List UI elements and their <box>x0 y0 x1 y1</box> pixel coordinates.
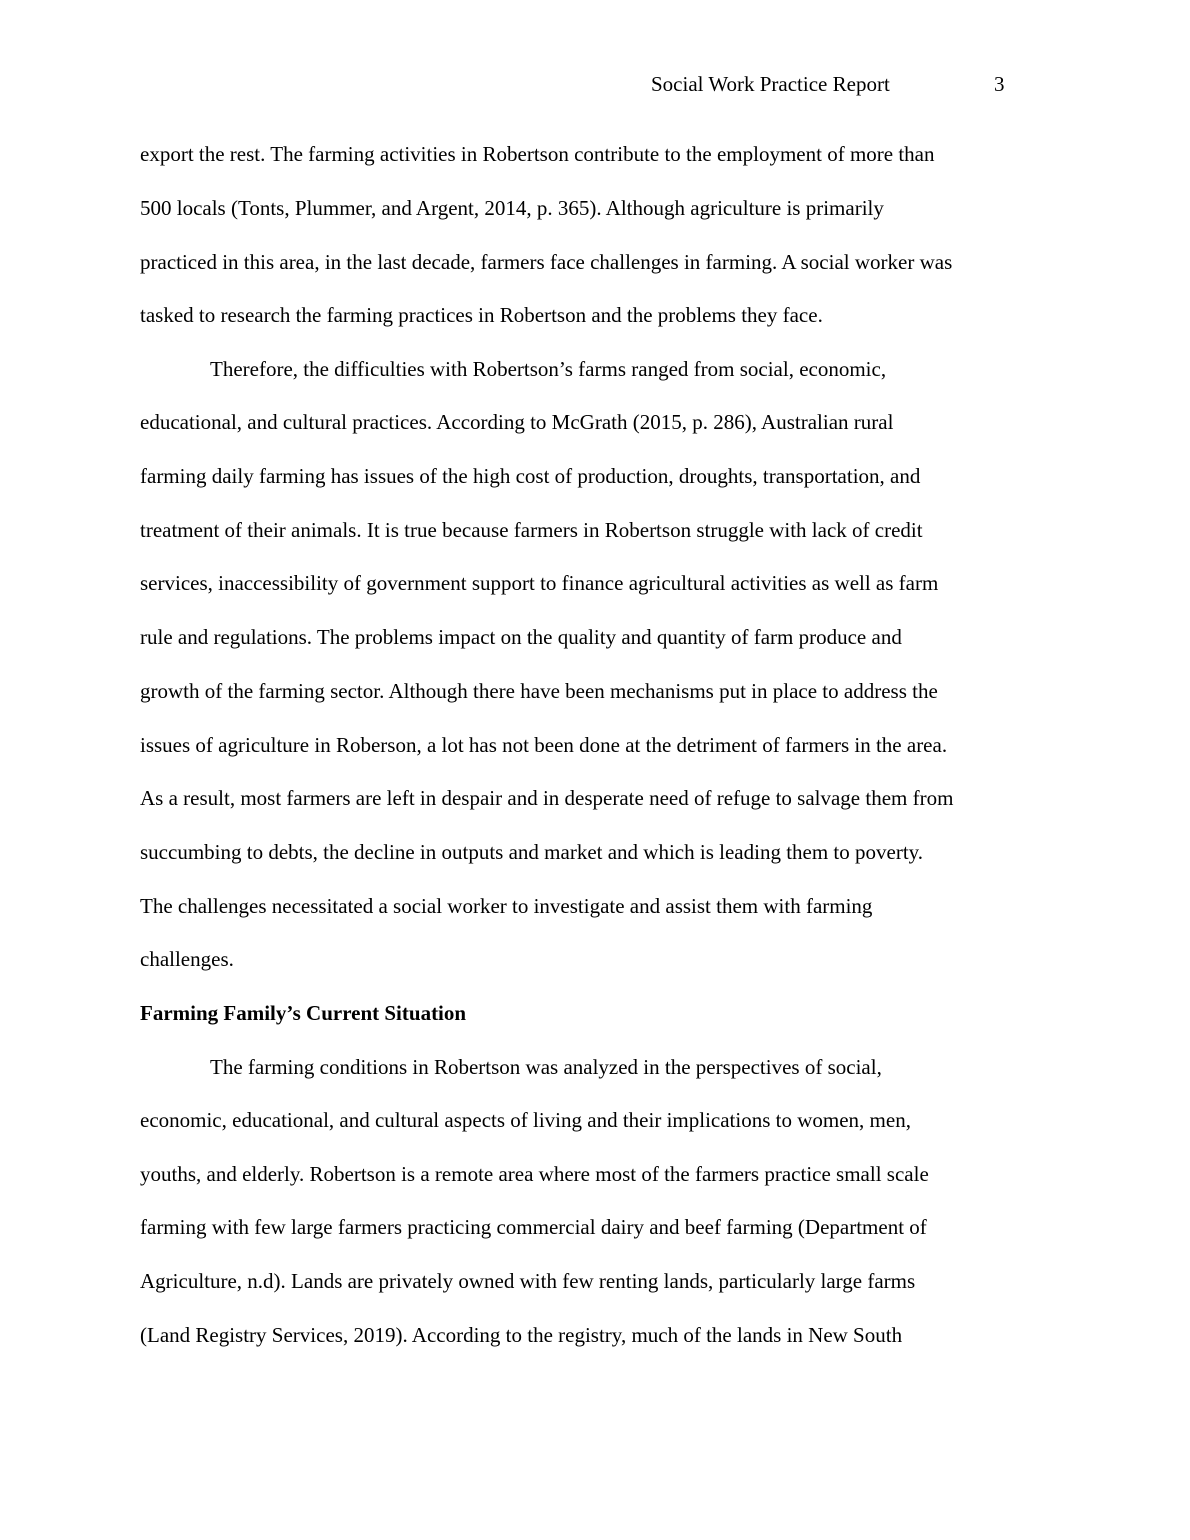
body-line: practiced in this area, in the last decade, farmers face challenges in farming. A social worker was <box>140 250 953 274</box>
body-line: (Land Registry Services, 2019). According to the registry, much of the lands in New South <box>140 1323 903 1347</box>
paragraph-first-line: Therefore, the difficulties with Robertson’s farms ranged from social, economic, <box>210 357 887 381</box>
body-line: rule and regulations. The problems impact on the quality and quantity of farm produce and <box>140 625 902 649</box>
body-line: youths, and elderly. Robertson is a remote area where most of the farmers practice small scale <box>140 1162 929 1186</box>
body-line: 500 locals (Tonts, Plummer, and Argent, 2014, p. 365). Although agriculture is primarily <box>140 196 884 220</box>
running-header-title: Social Work Practice Report <box>651 72 890 96</box>
body-line: services, inaccessibility of government support to finance agricultural activities as well as farm <box>140 571 939 595</box>
running-header <box>651 70 1005 98</box>
body-line: treatment of their animals. It is true because farmers in Robertson struggle with lack of credit <box>140 518 923 542</box>
body-line: tasked to research the farming practices in Robertson and the problems they face. <box>140 303 823 327</box>
body-line: succumbing to debts, the decline in outputs and market and which is leading them to poverty. <box>140 840 924 864</box>
body-line: growth of the farming sector. Although there have been mechanisms put in place to address the <box>140 679 938 703</box>
body-line: As a result, most farmers are left in despair and in desperate need of refuge to salvage them from <box>140 786 954 810</box>
body-line: farming daily farming has issues of the high cost of production, droughts, transportation, and <box>140 464 921 488</box>
page-number: 3 <box>994 72 1005 96</box>
body-line: The challenges necessitated a social worker to investigate and assist them with farming <box>140 894 873 918</box>
body-line: educational, and cultural practices. According to McGrath (2015, p. 286), Australian rural <box>140 410 894 434</box>
section-heading: Farming Family’s Current Situation <box>140 1001 467 1025</box>
body-line: challenges. <box>140 947 234 971</box>
body-line: export the rest. The farming activities in Robertson contribute to the employment of more than <box>140 142 935 166</box>
paragraph-first-line: The farming conditions in Robertson was analyzed in the perspectives of social, <box>210 1055 882 1079</box>
body-line: issues of agriculture in Roberson, a lot has not been done at the detriment of farmers in the area. <box>140 733 948 757</box>
body-line: economic, educational, and cultural aspects of living and their implications to women, men, <box>140 1108 911 1132</box>
body-line: farming with few large farmers practicing commercial dairy and beef farming (Department of <box>140 1215 927 1239</box>
body-line: Agriculture, n.d). Lands are privately owned with few renting lands, particularly large farms <box>140 1269 916 1293</box>
